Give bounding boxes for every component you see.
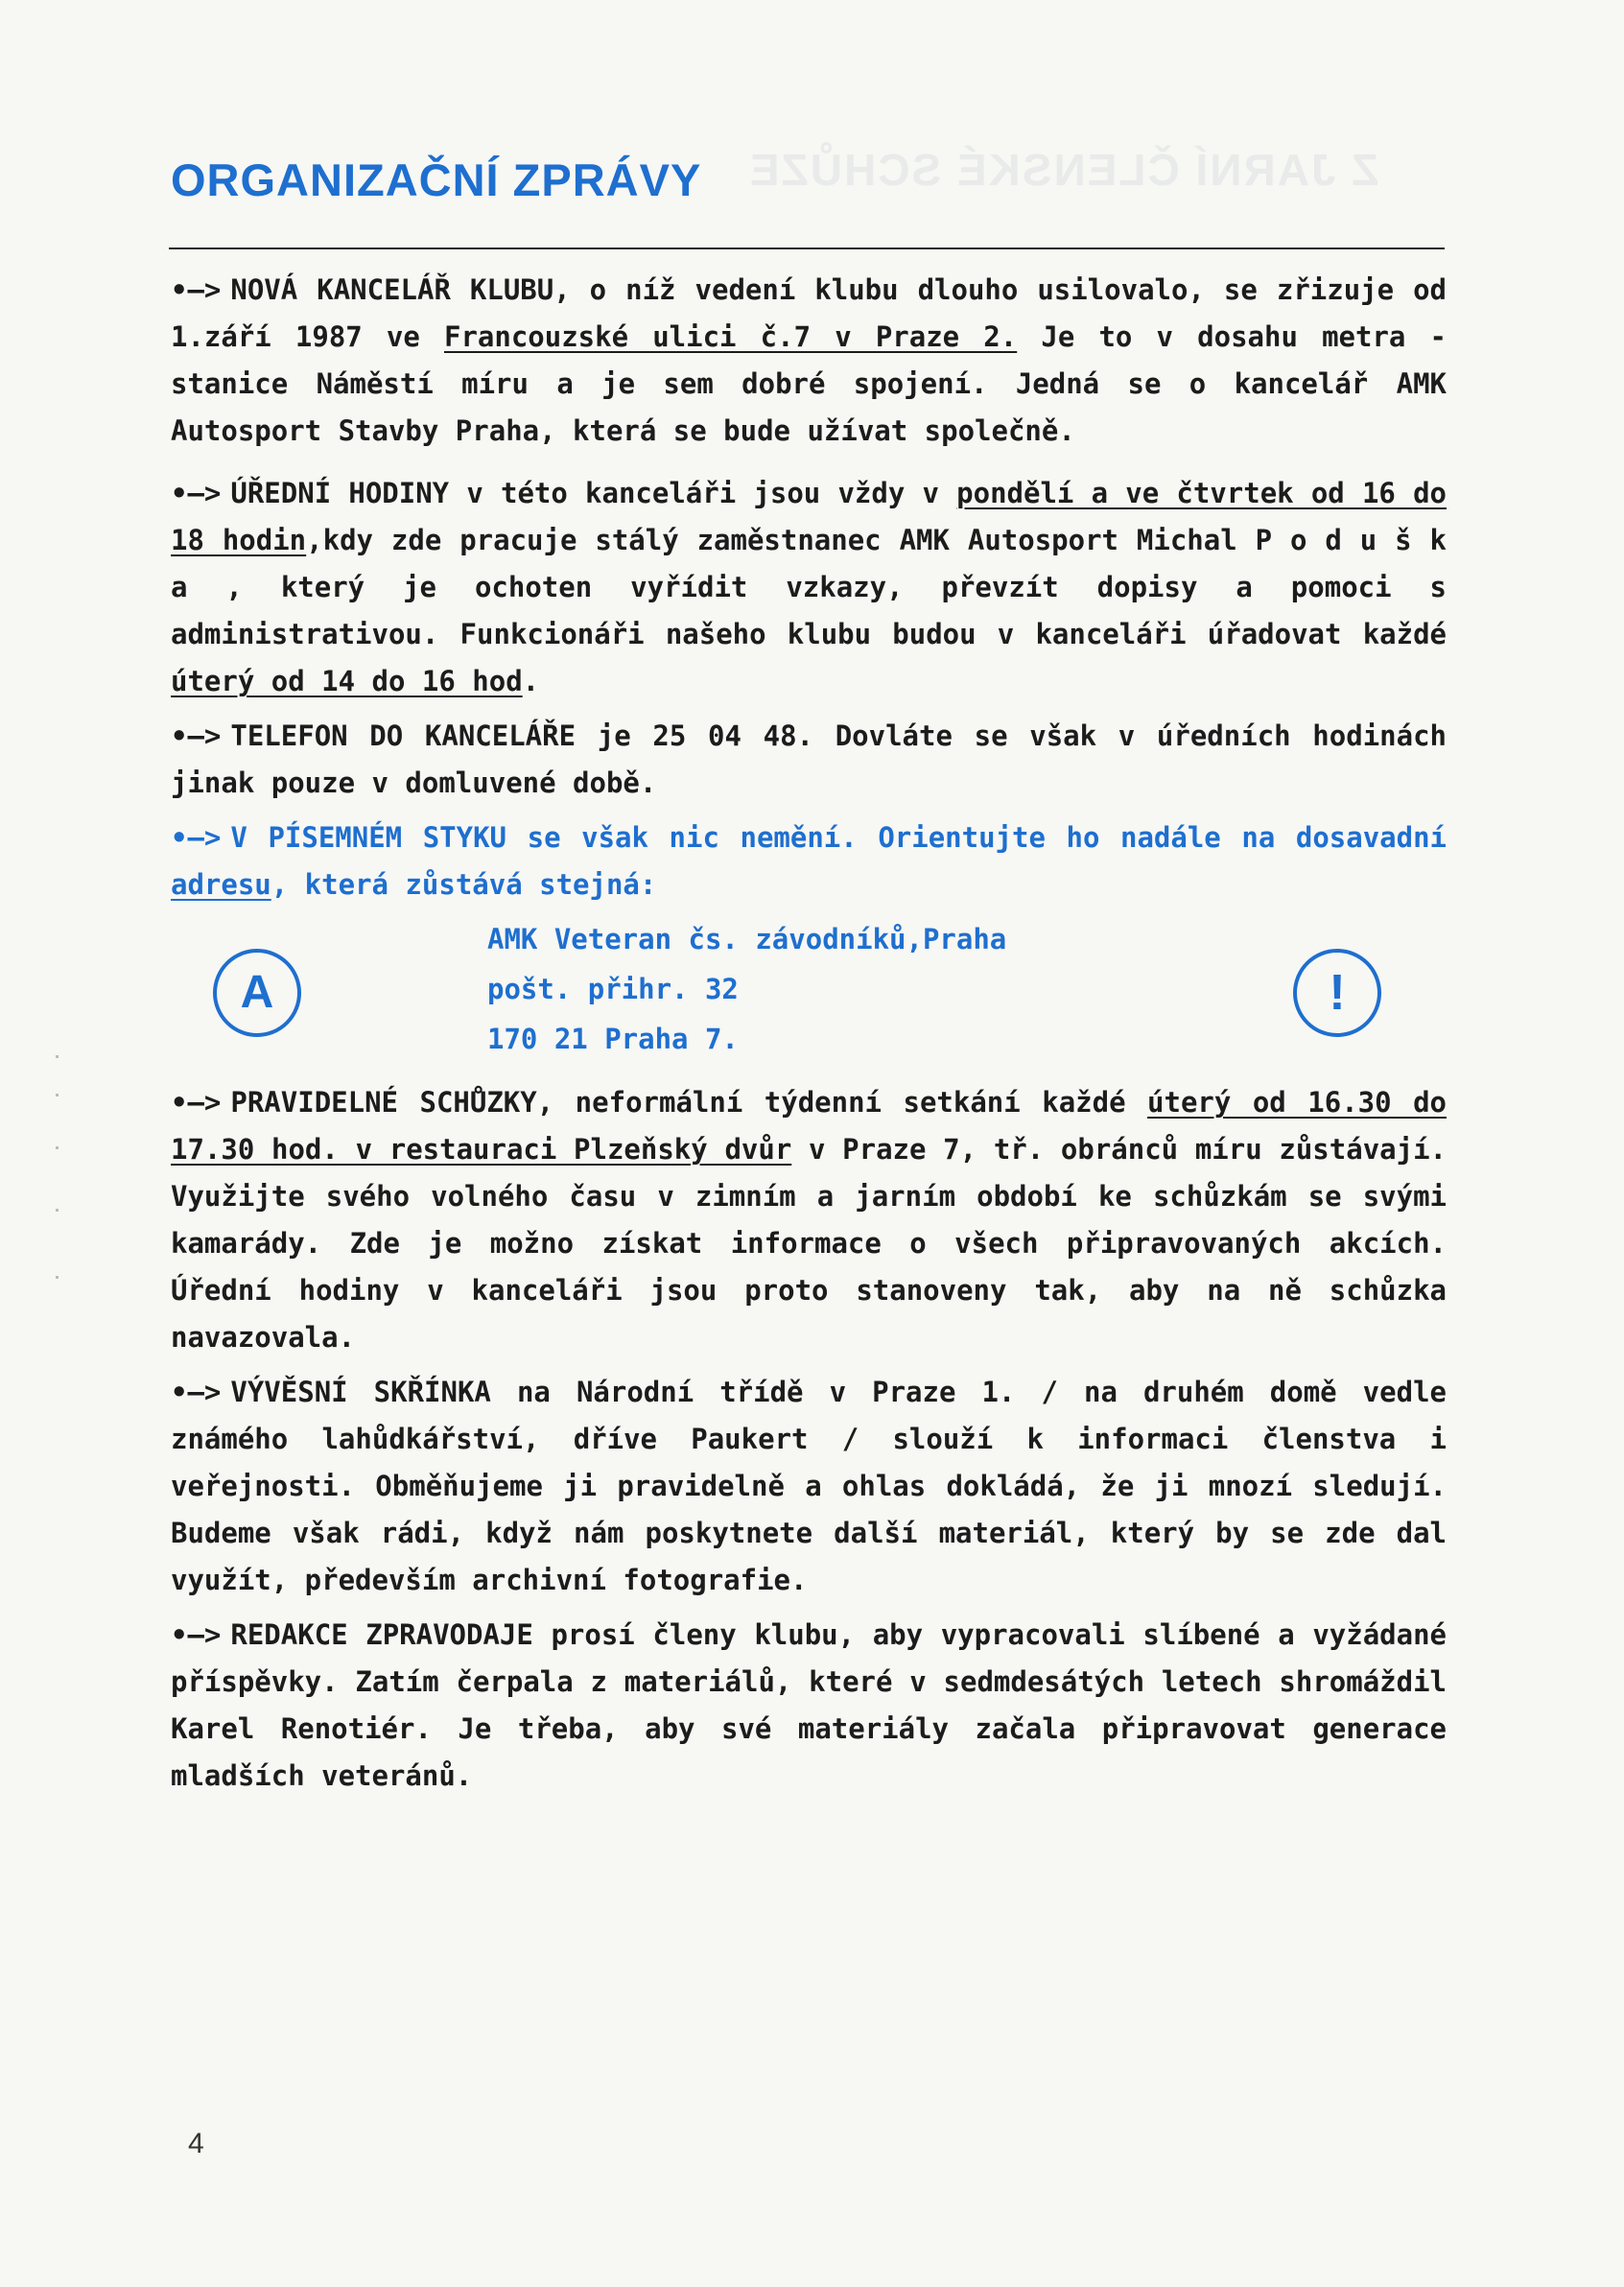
bullet-arrow-icon: •—> [171, 1376, 222, 1408]
item-text: prosí členy klubu, aby vypracovali slíbené a vyžádané příspěvky. Zatím čerpala z materiálů, které v sedmdesátých letech shromáždil Karel Renotiér. Je třeba, aby své materiály začala připravovat generace mladších veteránů. [171, 1618, 1447, 1792]
item-lead: V PÍSEMNÉM STYKU [230, 821, 507, 854]
address-line: 170 21 Praha 7. [487, 1023, 739, 1055]
item-underlined-text: úterý od 14 do 16 hod [171, 665, 523, 697]
item-text: je 25 04 48. Dovláte se však v úředních hodinách jinak pouze v domluvené době. [171, 719, 1447, 799]
item-newsletter-editors [171, 1612, 1447, 1800]
item-text: v této kanceláři jsou vždy v [449, 477, 957, 509]
item-text: Je to v dosahu metra - stanice Náměstí míru a je sem dobré spojení. Jedná se o kancelář AMK Autosport Stavby Praha, která se bude užívat společně. [171, 320, 1447, 447]
item-telephone [171, 713, 1447, 807]
item-underlined-text: Francouzské ulici č.7 v Praze 2. [444, 320, 1018, 353]
item-text: , která zůstává stejná: [271, 868, 657, 901]
page-title: ORGANIZAČNÍ ZPRÁVY [171, 154, 702, 205]
bullet-arrow-icon: •—> [171, 1086, 222, 1119]
article-body [171, 267, 1447, 1807]
item-text: v Praze 7, tř. obránců míru zůstávají. Využijte svého volného času v zimním a jarním období ke schůzkám se svými kamarády. Zde je možno získat informace o všech připravovaných akcích. Úřední hodiny v kanceláři jsou proto stanoveny tak, aby na ně schůzka navazovala. [171, 1133, 1447, 1354]
item-lead: TELEFON DO KANCELÁŘE [230, 719, 577, 752]
item-underlined-text: úterý od 16.30 do 17.30 hod. v restauraci Plzeňský dvůr [171, 1086, 1447, 1166]
item-lead: ÚŘEDNÍ HODINY [230, 477, 450, 509]
item-text: na Národní třídě v Praze 1. / na druhém domě vedle známého lahůdkářství, dříve Paukert / slouží k informaci členstva i veřejnosti. Obměňujeme ji pravidelně a ohlas dokládá, že ji mnozí sledují. Budeme však rádi, když nám poskytnete další materiál, který by se zde dal využít, především archivní fotografie. [171, 1376, 1447, 1596]
item-text: ,kdy zde pracuje stálý zaměstnanec AMK Autosport Michal P o d u š k a , který je ochoten vyřídit vzkazy, převzít dopisy a pomoci s administrativou. Funkcionáři našeho klubu budou v kanceláři úřadovat každé [171, 524, 1447, 650]
item-underlined-text: pondělí a ve čtvrtek od 16 do 18 hodin [171, 477, 1447, 556]
address-line: AMK Veteran čs. závodníků,Praha [487, 923, 1007, 955]
item-text: , o níž vedení klubu dlouho usilovalo, se zřizuje od 1.září 1987 ve [171, 273, 1447, 353]
bleed-through-heading: Z JARNÍ ČLENSKÉ SCHŮZE [748, 145, 1379, 195]
bullet-arrow-icon: •—> [171, 719, 222, 752]
page-number: 4 [188, 2128, 204, 2159]
title-rule [169, 248, 1445, 249]
item-lead: PRAVIDELNÉ SCHŮZKY [230, 1086, 537, 1119]
address-line: pošt. přihr. 32 [487, 973, 739, 1005]
postal-address [487, 916, 1006, 1066]
paper-specks [56, 1055, 61, 1343]
bullet-arrow-icon: •—> [171, 821, 222, 854]
item-correspondence [171, 814, 1447, 908]
bullet-arrow-icon: •—> [171, 477, 222, 509]
bullet-arrow-icon: •—> [171, 273, 222, 306]
item-new-office [171, 267, 1447, 455]
item-regular-meetings [171, 1079, 1447, 1361]
item-display-case [171, 1369, 1447, 1604]
bullet-arrow-icon: •—> [171, 1618, 222, 1651]
item-lead: VÝVĚSNÍ SKŘÍNKA [230, 1376, 491, 1408]
letter-a-badge-icon: A [213, 949, 301, 1037]
item-text: , neformální týdenní setkání každé [536, 1086, 1148, 1119]
item-underlined-text: adresu [171, 868, 271, 901]
item-text: se však nic nemění. Orientujte ho nadále na dosavadní [506, 821, 1447, 854]
exclamation-badge-icon: ! [1293, 949, 1381, 1037]
item-lead: REDAKCE ZPRAVODAJE [230, 1618, 533, 1651]
item-lead: NOVÁ KANCELÁŘ KLUBU [230, 273, 554, 306]
item-text: . [522, 665, 540, 697]
item-office-hours [171, 470, 1447, 705]
address-block [171, 916, 1447, 1070]
